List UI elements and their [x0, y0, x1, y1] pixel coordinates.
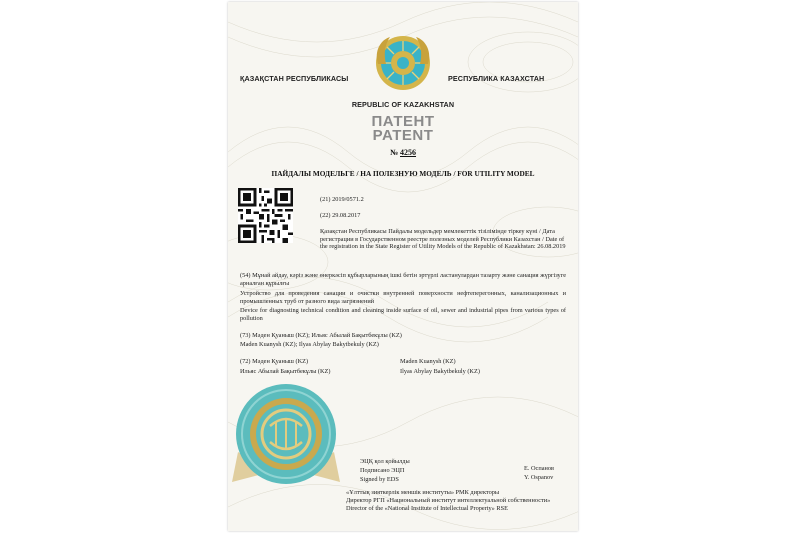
field-72-inventor-2-cyrillic: Ильяс Абылай Бақытбекұлы (KZ)	[240, 368, 331, 375]
number-value: 4256	[400, 148, 417, 157]
field-72-inventor-2-latin: Ilyas Abylay Bakytbekuly (KZ)	[400, 368, 480, 375]
field-73-owners-latin: Maden Kuanysh (KZ); Ilyas Abylay Bakytbekuly (KZ)	[240, 341, 379, 348]
signatory-name-cyrillic: Е. Оспанов	[524, 465, 554, 472]
eds-label-kazakh: ЭЦҚ қол қойылды	[360, 458, 410, 465]
country-name-kazakh: ҚАЗАҚСТАН РЕСПУБЛИКАСЫ	[240, 74, 349, 83]
patent-type: ПАЙДАЛЫ МОДЕЛЬГЕ / НА ПОЛЕЗНУЮ МОДЕЛЬ / FOR UTILITY MODEL	[271, 169, 535, 178]
eds-label-english: Signed by EDS	[360, 476, 399, 483]
state-emblem-icon	[374, 34, 432, 92]
patent-title-cyrillic: ПАТЕНТ	[371, 113, 435, 130]
country-name-russian: РЕСПУБЛИКА КАЗАХСТАН	[448, 74, 545, 83]
patent-number	[228, 148, 578, 157]
director-title-russian: Директор РГП «Национальный институт интеллектуальной собственности»	[346, 497, 551, 504]
field-72-inventor-1-cyrillic: (72) Мәден Қуаныш (KZ)	[240, 358, 309, 365]
qr-code-icon	[238, 188, 293, 243]
patent-document	[228, 2, 578, 531]
signatory-name-latin: Y. Ospanov	[524, 474, 554, 481]
field-72-inventor-1-latin: Maden Kuanysh (KZ)	[400, 358, 456, 365]
eds-label-russian: Подписано ЭЦП	[360, 467, 405, 474]
field-22-filing-date: (22) 29.08.2017	[320, 212, 361, 219]
director-title-english: Director of the «National Institute of Intellectual Property» RSE	[346, 505, 508, 512]
field-54-title-english: Device for diagnosting technical condition and cleaning inside surface of oil, sewer and industrial pipes from various types of pollution	[240, 307, 566, 322]
registration-date-text: Қазақстан Республикасы Пайдалы модельдер мемлекеттік тізілімінде тіркеу күні / Дата регистрации в Государственном реестре полезных моделей Республики Казахстан / Date of the registration in the State Register of Utility Models of the Republic of Kazakhstan: 26.08.2019	[320, 228, 566, 251]
number-sign: №	[389, 148, 399, 157]
field-73-owners-cyrillic: (73) Мәден Қуаныш (KZ); Ильяс Абылай Бақытбекұлы (KZ)	[240, 332, 402, 339]
field-54-title-kazakh: (54) Мұнай айдау, кәріз және өнеркәсіп құбырларының ішкі бетін эртүрлі ластанулардан тазарту және санация жүргізуге арналған құрылғы	[240, 272, 566, 287]
field-54-title-russian: Устройство для проведения санации и очистки внутренней поверхности нефтеперегонных, канализационных и промышленных труб от разного вида загрязнений	[240, 290, 566, 305]
institute-seal-icon	[230, 382, 342, 494]
field-21-application-number: (21) 2019/0571.2	[320, 196, 364, 203]
patent-title-english: PATENT	[372, 127, 434, 144]
director-title-kazakh: «Ұлттық зияткерлік меншік институты» РМК директоры	[346, 489, 500, 496]
country-name-english: REPUBLIC OF KAZAKHSTAN	[351, 100, 455, 109]
